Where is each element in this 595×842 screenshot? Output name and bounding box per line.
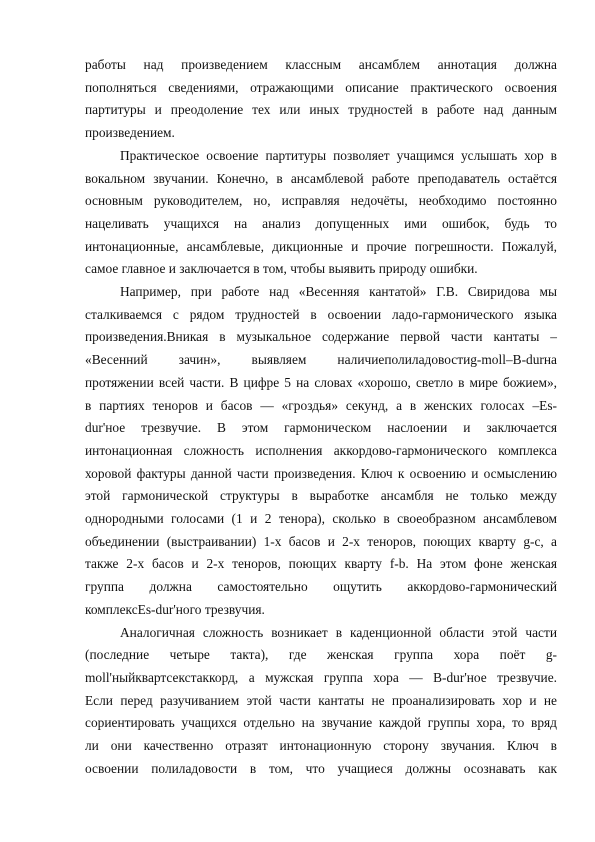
text-line: также 2-х басов и 2-х теноров, поющих кварту f-b. На этом фоне женская (85, 556, 557, 572)
text-line: Аналогичная сложность возникает в каденционной области этой части (120, 624, 557, 640)
text-line: протяжении всей части. В цифре 5 на словах «хорошо, светло в мире божием», (85, 374, 557, 390)
text-line: основным руководителем, но, исправляя недочёты, необходимо постоянно (85, 193, 557, 209)
text-line: этой гармонической структуры в выработке ансамбля не только между (85, 488, 557, 504)
text-line: нацеливать учащихся на анализ допущенных ими ошибок, будь то (85, 215, 557, 231)
text-line: сориентировать учащихся отдельно на звучание каждой группы хора, то вряд (85, 715, 557, 731)
text-line: (последние четыре такта), где женская группа хора поёт g- (85, 647, 557, 663)
text-line: комплексEs-dur'ного трезвучия. (85, 601, 265, 617)
paragraph-2 (85, 145, 557, 281)
text-line: самое главное и заключается в том, чтобы выявить природу ошибки. (85, 261, 478, 277)
text-line: «Весенний зачин», выявляем наличиеполиладовостиg-moll–B-durна (85, 352, 557, 368)
text-line: Практическое освоение партитуры позволяет учащимся услышать хор в (120, 147, 557, 163)
text-line: группа должна самостоятельно ощутить аккордово-гармонический (85, 579, 557, 595)
text-line: в партиях теноров и басов — «гроздья» секунд, а в женских голосах –Es- (85, 397, 557, 413)
text-line: партитуры и преодоление тех или иных трудностей в работе над данным (85, 102, 557, 118)
text-line: сталкиваемся с рядом трудностей в освоении ладо-гармонического языка (85, 306, 557, 322)
text-line: dur'ное трезвучие. В этом гармоническом наслоении и заключается (85, 420, 557, 436)
text-line: объединении (выстраивании) 1-х басов и 2-х теноров, поющих кварту g-c, а (85, 533, 557, 549)
text-line: пополняться сведениями, отражающими описание практического освоения (85, 79, 557, 95)
text-line: ли они качественно отразят интонационную сторону звучания. Ключ в (85, 738, 557, 754)
text-line: произведением. (85, 125, 175, 141)
document-page (85, 54, 557, 781)
text-line: интонационная сложность исполнения аккордово-гармонического комплекса (85, 442, 557, 458)
text-line: работы над произведением классным ансамблем аннотация должна (85, 57, 557, 72)
text-line: хоровой фактуры данной части произведения. Ключ к освоению и осмыслению (85, 465, 557, 481)
paragraph-3 (85, 281, 557, 622)
text-line: освоении полиладовости в том, что учащиеся должны осознавать как (85, 760, 557, 776)
text-line: moll'ныйквартсекстаккорд, а мужская группа хора — B-dur'ное трезвучие. (85, 669, 557, 685)
paragraph-4 (85, 622, 557, 781)
text-line: Например, при работе над «Весенняя кантатой» Г.В. Свиридова мы (120, 284, 557, 300)
text-line: Если перед разучиванием этой части кантаты не проанализировать хор и не (85, 692, 557, 708)
text-line: произведения.Вникая в музыкальное содержание первой части кантаты – (85, 329, 557, 345)
text-line: интонационные, ансамблевые, дикционные и прочие погрешности. Пожалуй, (85, 238, 557, 254)
text-line: однородными голосами (1 и 2 тенора), сколько в своеобразном ансамблевом (85, 511, 557, 527)
paragraph-1 (85, 54, 557, 145)
text-line: вокальном звучании. Конечно, в ансамблевой работе преподаватель остаётся (85, 170, 557, 186)
